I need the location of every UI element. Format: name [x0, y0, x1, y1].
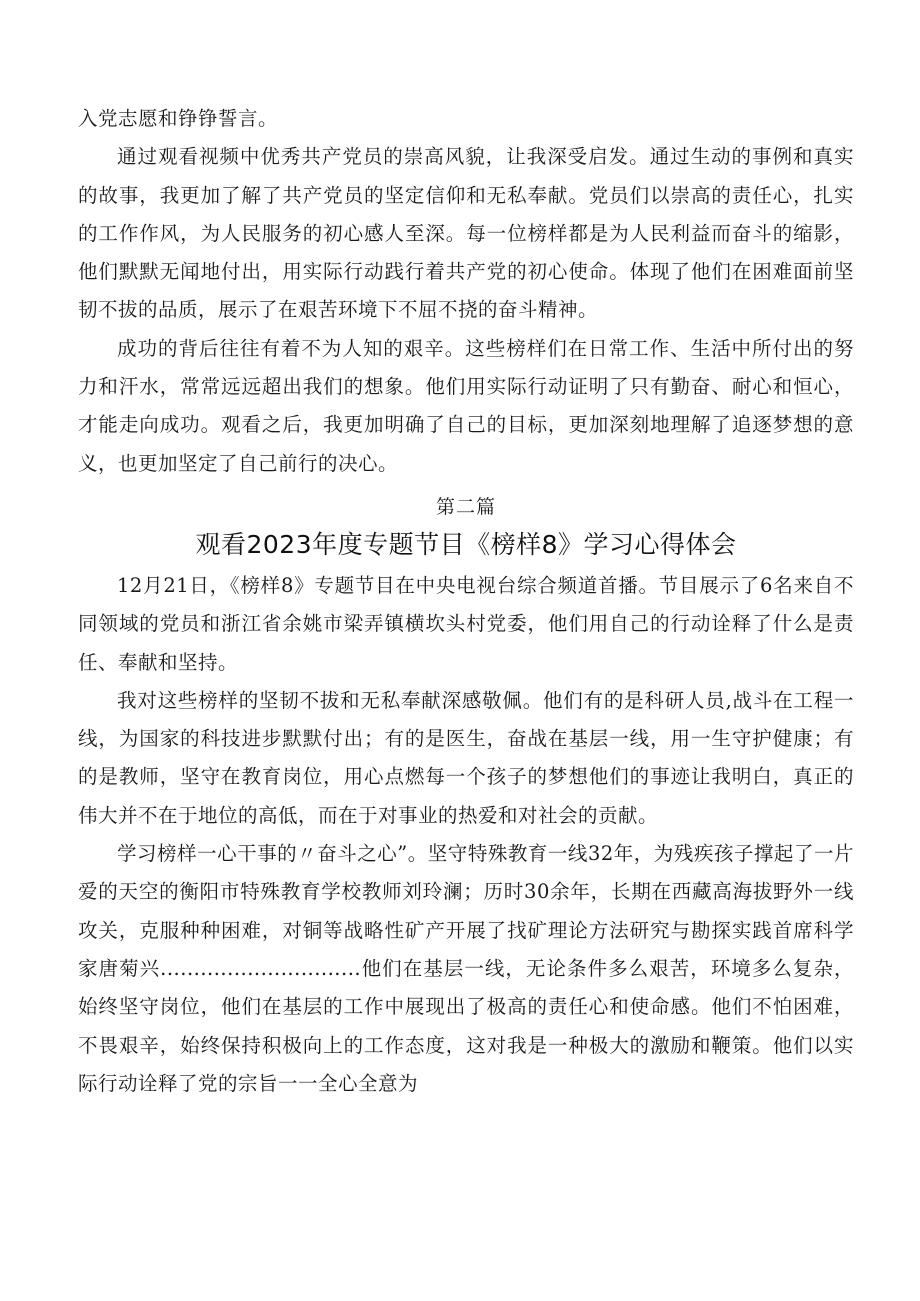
paragraph-hardship: 成功的背后往往有着不为人知的艰辛。这些榜样们在日常工作、生活中所付出的努力和汗水，常常远远超出我们的想象。他们用实际行动证明了只有勤奋、耐心和恒心，才能走向成功。观看之后，我更加明确了自己的目标，更加深刻地理解了追逐梦想的意义，也更加坚定了自己前行的决心。 — [78, 336, 854, 475]
document-body — [78, 100, 854, 1103]
section-title: 观看2023年度专题节目《榜样8》学习心得体会 — [195, 529, 737, 559]
paragraph-learning: 学习榜样一心干事的〃奋斗之心”。坚守特殊教育一线32年，为残疾孩子撑起了一片爱的天空的衡阳市特殊教育学校教师刘玲澜；历时30余年，长期在西藏高海拔野外一线攻关，克服种种困难，对铜等战略性矿产开展了找矿理论方法研究与勘探实践首席科学家唐菊兴..............................他们在基层一线，无论条件多么艰苦，环境多么复杂，始终坚守岗位，他们在基层的工作中展现出了极高的责任心和使命感。他们不怕困难，不畏艰辛，始终保持积极向上的工作态度，这对我是一种极大的激励和鞭策。他们以实际行动诠释了党的宗旨一一全心全意为 — [78, 842, 854, 1095]
continuation-paragraph: 入党志愿和铮铮誓言。 — [78, 107, 279, 130]
paragraph-premiere: 12月21日，《榜样8》专题节目在中央电视台综合频道首播。节目展示了6名来自不同领域的党员和浙江省余姚市梁弄镇横坎头村党委，他们用自己的行动诠释了什么是责任、奉献和坚持。 — [78, 573, 854, 674]
paragraph-inspiration: 通过观看视频中优秀共产党员的崇高风貌，让我深受启发。通过生动的事例和真实的故事，我更加了解了共产党员的坚定信仰和无私奉献。党员们以崇高的责任心，扎实的工作作风，为人民服务的初心感人至深。每一位榜样都是为人民利益而奋斗的缩影，他们默默无闻地付出，用实际行动践行着共产党的初心使命。体现了他们在困难面前坚韧不拔的品质，展示了在艰苦环境下不屈不挠的奋斗精神。 — [78, 145, 854, 322]
paragraph-admiration: 我对这些榜样的坚韧不拔和无私奉献深感敬佩。他们有的是科研人员,战斗在工程一线，为国家的科技进步默默付出；有的是医生，奋战在基层一线，用一生守护健康；有的是教师，坚守在教育岗位，用心点燃每一个孩子的梦想他们的事迹让我明白，真正的伟大并不在于地位的高低，而在于对事业的热爱和对社会的贡献。 — [78, 688, 854, 827]
section-label: 第二篇 — [435, 495, 496, 518]
